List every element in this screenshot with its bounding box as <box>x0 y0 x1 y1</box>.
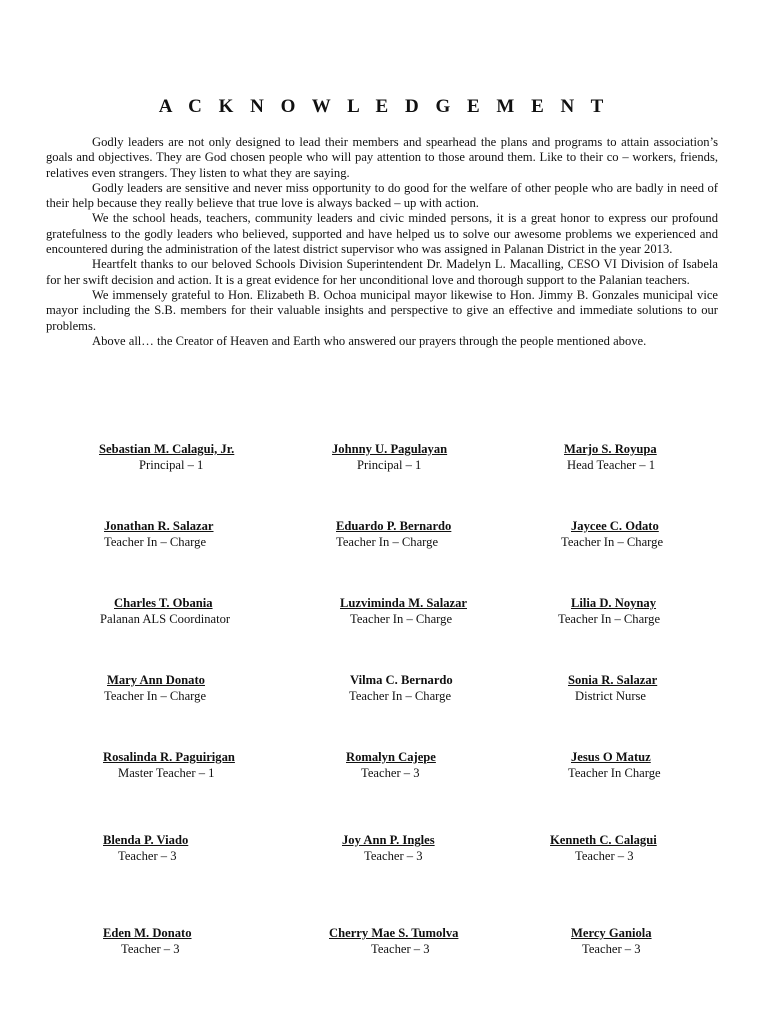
signatory-name: Eduardo P. Bernardo <box>336 519 452 533</box>
signatory-role: Teacher In – Charge <box>561 534 664 549</box>
signatory <box>346 750 436 781</box>
signatory <box>558 596 660 627</box>
signatory-role: Teacher In – Charge <box>336 534 439 549</box>
signatory-role: Teacher In – Charge <box>558 611 661 626</box>
signatory-role: Teacher In – Charge <box>350 611 453 626</box>
signatory <box>332 442 447 473</box>
page-title: A C K N O W L E D G E M E N T <box>158 96 610 117</box>
signatory-role: Teacher – 3 <box>118 848 177 863</box>
signatory-role: Palanan ALS Coordinator <box>100 611 231 626</box>
signatory <box>99 442 234 473</box>
signatory <box>564 442 657 473</box>
signatory <box>561 519 663 550</box>
signatory-role: District Nurse <box>575 688 646 703</box>
signatory-name: Charles T. Obania <box>114 596 213 610</box>
signatory-name: Cherry Mae S. Tumolva <box>329 926 459 940</box>
signatory-name: Luzviminda M. Salazar <box>340 596 467 610</box>
paragraph: We the school heads, teachers, community leaders and civic minded persons, it is a great honor to express our profound gratefulness to the godly leaders who believed, supported and have helped us to solve our awesome problems we experienced and encountered during the administration of the latest district supervisor who was assigned in Palanan District in the year 2013. <box>46 211 718 257</box>
signatory-role: Principal – 1 <box>139 457 204 472</box>
signatory-name: Jesus O Matuz <box>571 750 651 764</box>
signatory <box>568 673 657 704</box>
paragraph: Heartfelt thanks to our beloved Schools Division Superintendent Dr. Madelyn L. Macalling, CESO VI Division of Isabela for her swift decision and action. It is a great evidence for her unconditional love and thorough support to the Palanian teachers. <box>46 257 718 287</box>
signatory-name: Rosalinda R. Paguirigan <box>103 750 235 764</box>
signatory-name: Vilma C. Bernardo <box>350 673 453 687</box>
signatory-name: Kenneth C. Calagui <box>550 833 657 847</box>
signatory-name: Joy Ann P. Ingles <box>342 833 435 847</box>
signatory-name: Jonathan R. Salazar <box>104 519 214 533</box>
paragraph: Above all… the Creator of Heaven and Earth who answered our prayers through the people mentioned above. <box>92 333 647 348</box>
signatory-role: Teacher – 3 <box>121 941 180 956</box>
paragraph: Godly leaders are sensitive and never miss opportunity to do good for the welfare of other people who are badly in need of their help because they really believe that true love is always backed – up with action. <box>46 180 718 211</box>
signatory-role: Teacher In – Charge <box>349 688 452 703</box>
signatory <box>100 596 230 627</box>
signatory <box>103 750 235 781</box>
signatory-role: Teacher – 3 <box>582 941 641 956</box>
signatory-name: Mercy Ganiola <box>571 926 652 940</box>
signatory <box>104 673 206 704</box>
signatory-role: Teacher In – Charge <box>104 688 207 703</box>
signatory <box>336 519 451 550</box>
signatory <box>342 833 435 864</box>
signatory <box>550 833 657 864</box>
signatory-name: Jaycee C. Odato <box>571 519 659 533</box>
paragraph: We immensely grateful to Hon. Elizabeth B. Ochoa municipal mayor likewise to Hon. Jimmy B. Gonzales municipal vice mayor including the S.B. members for their valuable insights and perspective to give an effective and immediate solutions to our problems. <box>46 287 718 333</box>
signatory <box>329 926 458 957</box>
signatory <box>568 750 661 781</box>
acknowledgement-body <box>46 135 718 349</box>
signatory <box>340 596 467 627</box>
signatory <box>104 519 214 550</box>
signatory-role: Teacher – 3 <box>371 941 430 956</box>
signatory-name: Eden M. Donato <box>103 926 192 940</box>
signatory-role: Teacher In Charge <box>568 765 661 780</box>
signatory-name: Romalyn Cajepe <box>346 750 436 764</box>
signatory <box>349 673 453 704</box>
signatory-role: Master Teacher – 1 <box>118 765 215 780</box>
signatory-name: Marjo S. Royupa <box>564 442 657 456</box>
signatory-name: Mary Ann Donato <box>107 673 205 687</box>
signatory-name: Sebastian M. Calagui, Jr. <box>99 442 235 456</box>
signatory-name: Lilia D. Noynay <box>571 596 657 610</box>
signatory <box>103 926 192 957</box>
signatory-role: Teacher – 3 <box>361 765 420 780</box>
signatory-role: Principal – 1 <box>357 457 422 472</box>
signatory <box>571 926 652 957</box>
signatory-name: Johnny U. Pagulayan <box>332 442 448 456</box>
signatory-role: Teacher In – Charge <box>104 534 207 549</box>
signatory-role: Teacher – 3 <box>364 848 423 863</box>
signatory-role: Head Teacher – 1 <box>567 457 656 472</box>
signatory-name: Blenda P. Viado <box>103 833 189 847</box>
signatory-name: Sonia R. Salazar <box>568 673 658 687</box>
signatory-role: Teacher – 3 <box>575 848 634 863</box>
paragraph: Godly leaders are not only designed to lead their members and spearhead the plans and programs to attain association’s goals and objectives. They are God chosen people who will pay attention to those around them. Like to their co – workers, friends, relatives even strangers. They listen to what they are saying. <box>46 135 718 180</box>
signatory <box>103 833 188 864</box>
